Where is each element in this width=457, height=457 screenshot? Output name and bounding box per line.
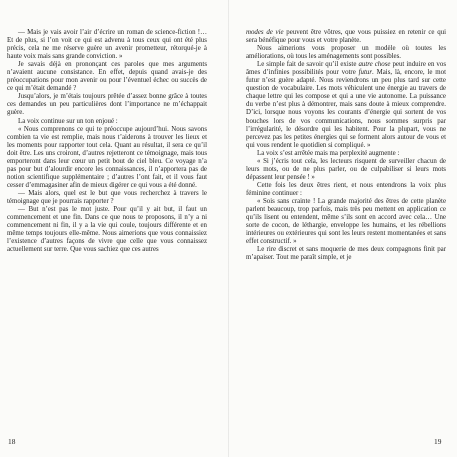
text-run: — Mais alors, quel est le but que vous recherchez à travers le témoignage que je pourrais rapporter ? [7,189,207,205]
text-run: Le rire discret et sans moquerie de mes deux compagnons finit par m’apaiser. Tout me paraît simple, et je [246,246,446,262]
right-page-text [246,29,446,262]
text-run: Je savais déjà en prononçant ces paroles que mes arguments n’avaient aucune consistance. En effet, depuis quand avais-je des préoccupations pour mon avenir ou pour l’éventuel échec ou succès de ce qui m’était demandé ? [7,61,207,93]
left-page-text [7,29,207,254]
paragraph [7,61,207,93]
paragraph [7,206,207,254]
paragraph [246,29,446,45]
text-run: — Mais je vais avoir l’air d’écrire un roman de science-fiction !… Et de plus, si l’on voit ce qui est advenu à tous ceux qui ont été plus précis, cela ne me réserve guère un avenir prometteur, rétorqué-je à haute voix mais sans grande conviction. » [7,29,207,61]
italic-text: futur [358,69,373,77]
text-run: Cette fois les deux êtres rient, et nous entendrons la voix plus féminine continuer : [246,181,446,197]
paragraph [246,158,446,182]
paragraph [246,150,446,158]
paragraph [7,190,207,206]
text-run: Nous aimerions vous proposer un modèle où toutes les améliorations, où tous les aménagements sont possibles. [246,45,446,61]
paragraph [246,182,446,198]
text-run: « Nous comprenons ce qui te préoccupe aujourd’hui. Nous savons combien ta vie est remplie, mais nous t’aiderons à trouver les lieux et les moments pour rapporter tout cela. Quant au résultat, il sera ce qu’il doit être. Les uns croiront, d’autres rejetteront ce témoignage, mais tous emporteront dans leur cœur un petit bout de ciel bleu. Ce voyage n’a pas pour but d’alourdir encore les connaissances, il n’apportera pas de notion scientifique supplémentaire ; d’autres l’ont fait, et il vous faut cesser d’emmagasiner afin de mieux digérer ce qui vous a été donné. [7,125,207,189]
paragraph [7,118,207,126]
paragraph [246,246,446,262]
paragraph [246,45,446,61]
paragraph [7,29,207,61]
text-run: « Si j’écris tout cela, les lecteurs risquent de surveiller chacun de leurs mots, ou de ne plus parler, ou de culpabiliser si leurs mots dépassent leur pensée ! » [246,157,446,181]
paragraph [246,198,446,246]
left-page-number: 18 [8,437,16,446]
text-run: « Sois sans crainte ! La grande majorité des êtres de cette planète parlent beaucoup, trop parfois, mais très peu mettent en application ce qu’ils lisent ou entendent, même s’ils sont en accord avec cela… Une sorte de cocon, de léthargie, enveloppe les humains, et les rébellions intérieures ou extérieures qui sont les leurs restent momentanées et sans effet constructif. » [246,197,446,246]
text-run: Le simple fait de savoir qu’il existe [257,61,359,69]
text-run: Jusqu’alors, je m’étais toujours prêtée d’assez bonne grâce à toutes ces demandes un peu particulières dont l’importance ne m’échappait guère. [7,93,207,117]
paragraph [7,126,207,190]
paragraph [246,61,446,150]
text-run: peuvent être vôtres, que vous puissiez en retenir ce qui sera bénéfique pour vous et votre planète. [246,29,446,45]
right-page-number: 19 [434,437,442,446]
text-run: La voix continue sur un ton enjoué : [18,117,118,125]
italic-text: modes de vie [246,29,284,36]
text-run: peut induire en vos âmes d’infinies possibilités pour votre [246,61,447,77]
page-gutter [228,0,229,457]
text-run: — But n’est pas le mot juste. Pour qu’il y ait but, il faut un commencement et une fin. Dans ce que nous te proposons, il n’y a ni commencement ni fin, il y a la vie qui coule, toujours différente et en même temps toujours elle-même. Nous aimerions que vous connaissiez l’existence d’autres façons de vivre que celle que vous connaissez actuellement sur terre. Que vous sachiez que ces autres [7,206,207,254]
text-run: La voix s’est arrêtée mais ma perplexité augmente : [257,149,400,157]
paragraph [7,93,207,117]
italic-text: autre chose [358,61,391,69]
text-run: . Mais, là, encore, le mot futur n’est guère adapté. Nous reviendrons un peu plus tard sur cette question de vocabulaire. Les mots véhiculent une énergie au travers de chaque lettre qui les compose et qui a une vie autonome. La puissance du verbe n’est plus à démontrer, mais sans doute à mieux comprendre. D’ici, lorsque nous voyons les courants d’énergie qui sortent de vos bouches lors de vos communications, nous sommes surpris par l’irrégularité, le désordre qui les habitent. Pour la plupart, vous ne percevez pas les petites énergies qui se forment alors autour de vous et qui vous rendent le quotidien si compliqué. » [246,69,447,149]
